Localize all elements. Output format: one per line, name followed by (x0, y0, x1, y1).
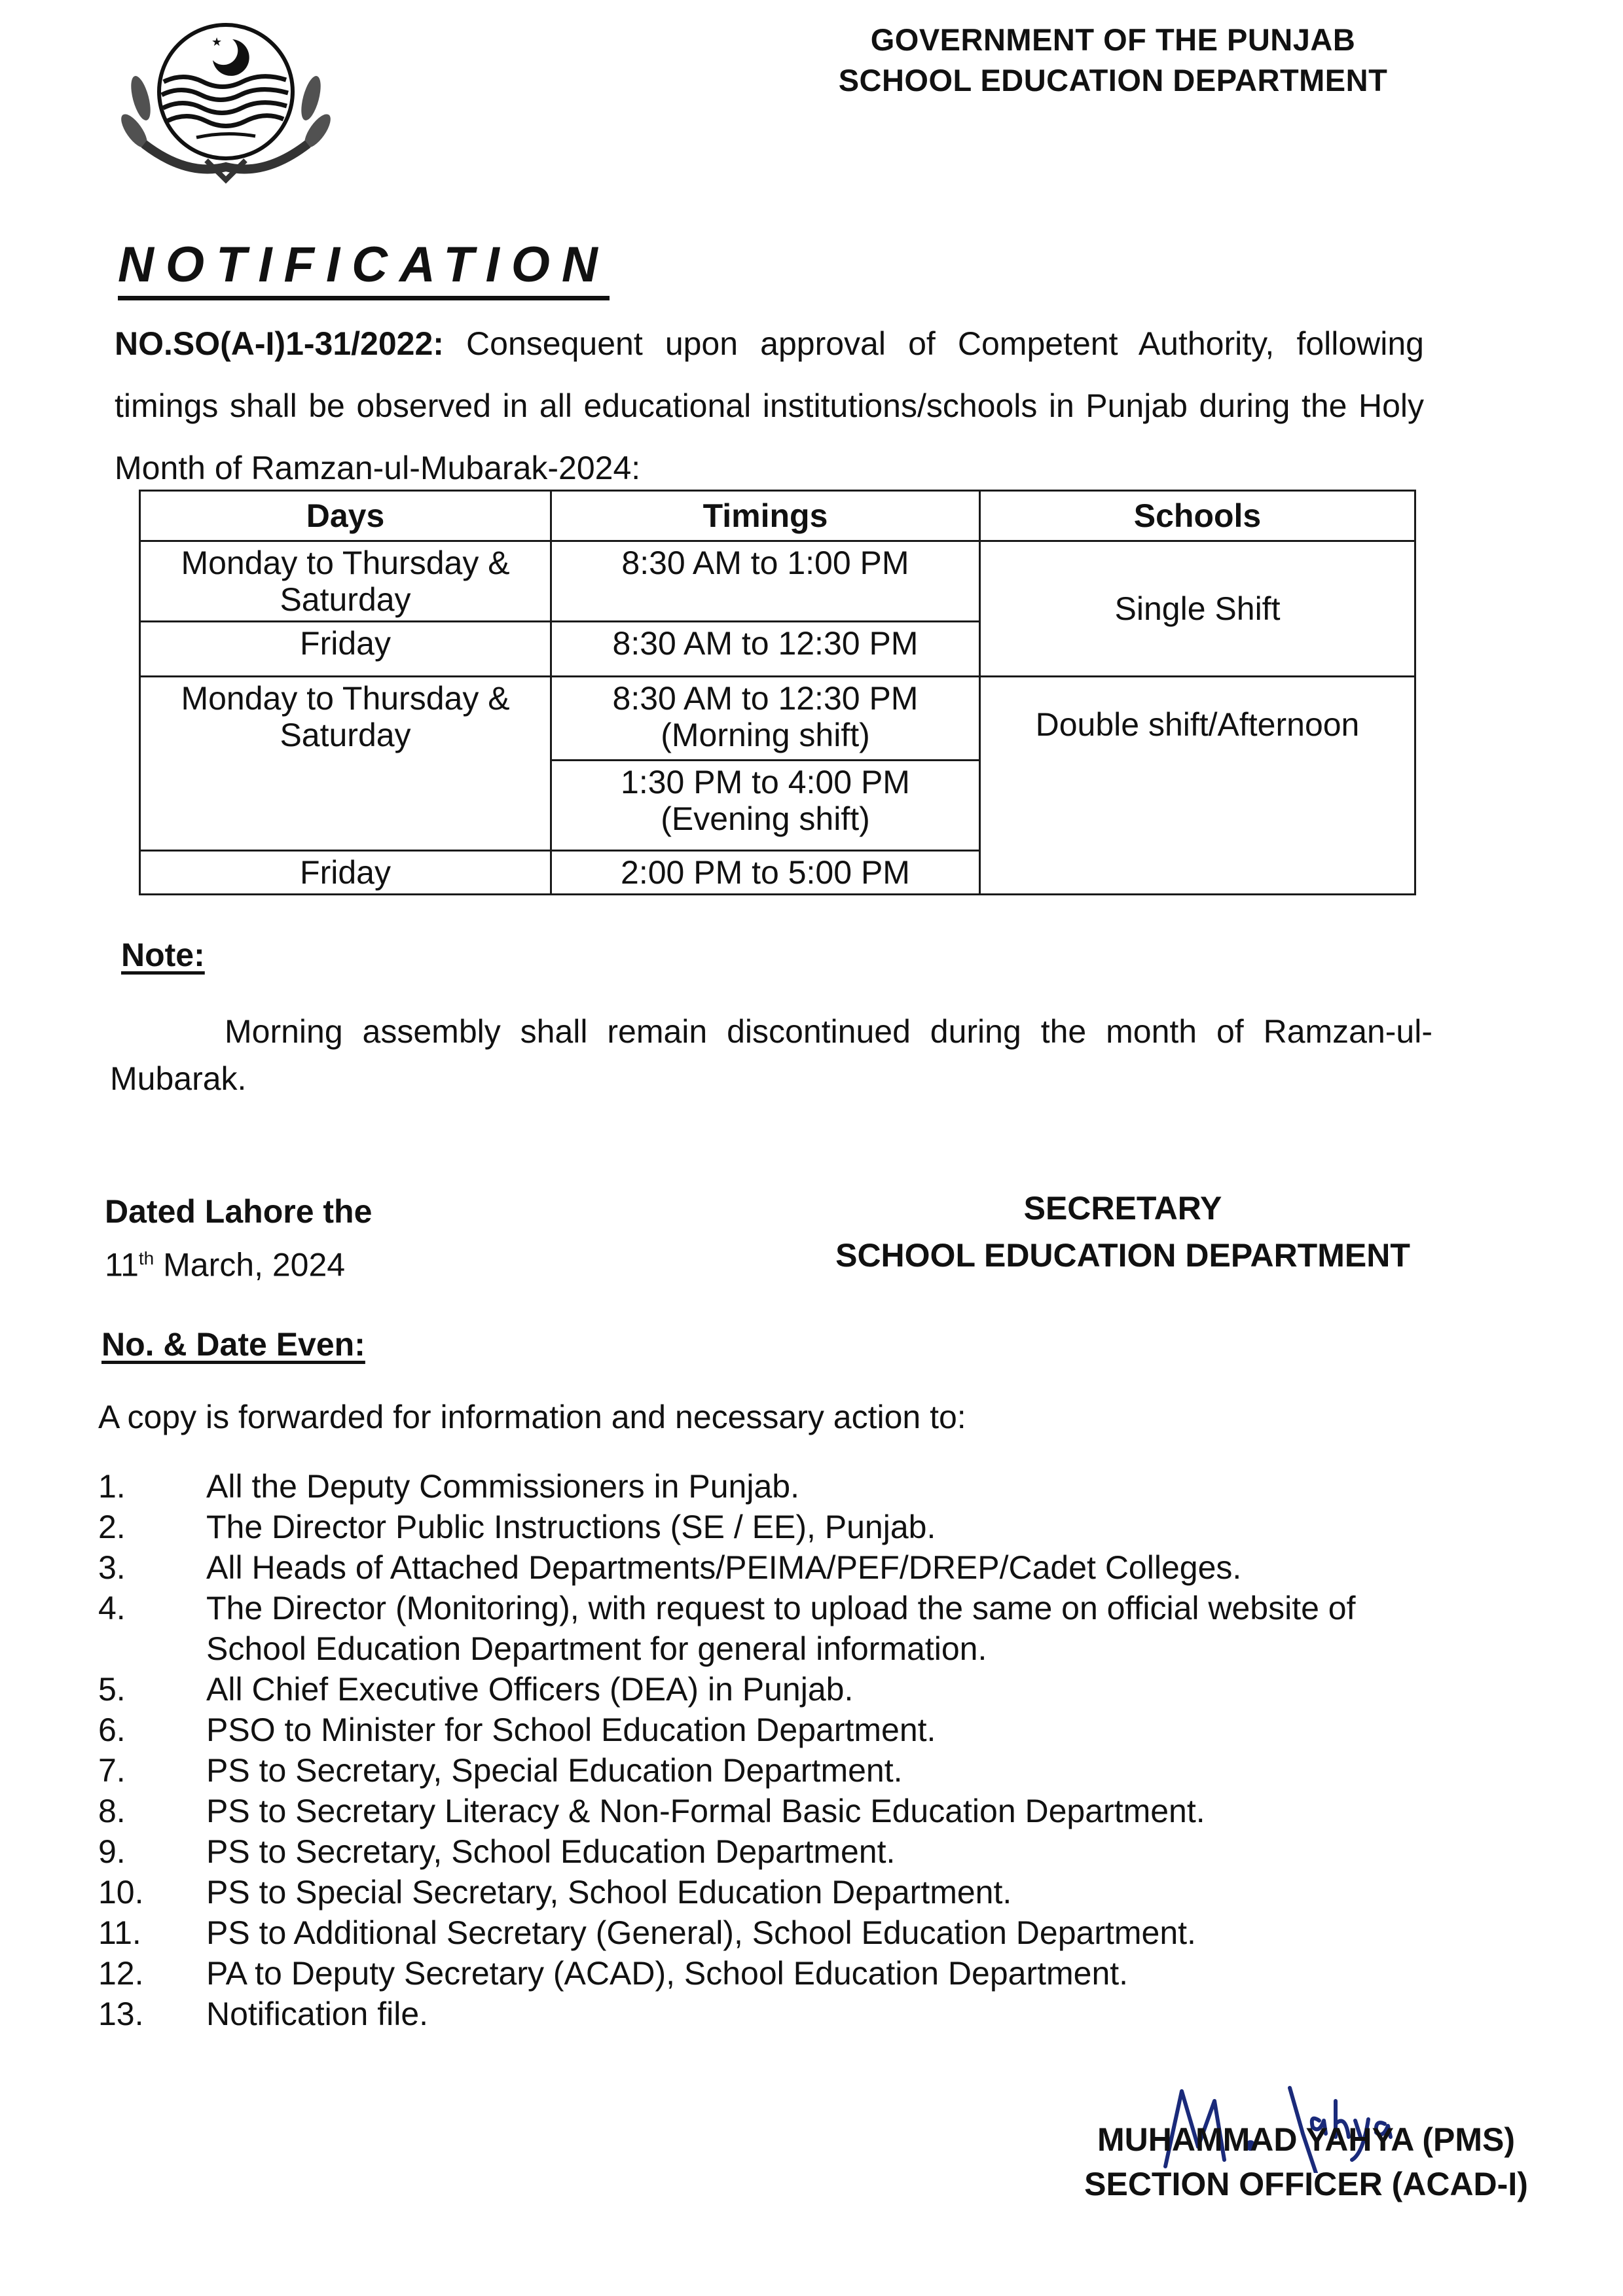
item-text: The Director (Monitoring), with request to upload the same on official website of School Education Department for general information. (206, 1590, 1356, 1667)
timings-cell: 8:30 AM to 12:30 PM (551, 622, 980, 677)
item-number: 7. (98, 1752, 126, 1789)
item-text: All Chief Executive Officers (DEA) in Punjab. (206, 1671, 854, 1708)
letterhead (786, 20, 1440, 101)
header-days: Days (140, 491, 551, 541)
schools-cell (980, 677, 1415, 895)
signatory-block (1021, 2117, 1591, 2206)
item-text: Notification file. (206, 1996, 429, 2032)
government-name: GOVERNMENT OF THE PUNJAB (870, 22, 1356, 57)
item-text: PS to Secretary Literacy & Non-Formal Basic Education Department. (206, 1793, 1205, 1829)
item-number: 13. (98, 1996, 144, 2032)
header-schools: Schools (980, 491, 1415, 541)
list-item (98, 1791, 1440, 1831)
signatory-designation: SECTION OFFICER (ACAD-I) (1084, 2166, 1528, 2202)
list-item (98, 1547, 1440, 1588)
item-text: All Heads of Attached Departments/PEIMA/PEF/DREP/Cadet Colleges. (206, 1549, 1242, 1586)
timings-cell (551, 761, 980, 851)
timings-cell: 2:00 PM to 5:00 PM (551, 851, 980, 895)
item-number: 11. (98, 1914, 141, 1951)
date-value (105, 1235, 372, 1289)
item-number: 6. (98, 1712, 126, 1748)
forward-text: A copy is forwarded for information and necessary action to: (98, 1399, 966, 1435)
item-text: PA to Deputy Secretary (ACAD), School Education Department. (206, 1955, 1129, 1992)
list-item (98, 1466, 1440, 1507)
punjab-emblem-icon (115, 20, 337, 190)
item-number: 4. (98, 1590, 126, 1626)
date-day: 11 (105, 1246, 139, 1283)
svg-text:★: ★ (211, 35, 223, 49)
double-shift-label: Double shift/Afternoon (1035, 706, 1360, 743)
list-item (98, 1588, 1440, 1669)
timings-cell (551, 677, 980, 761)
table-row (140, 541, 1415, 622)
days-cell: Friday (140, 622, 551, 677)
timings-table (139, 490, 1416, 895)
dated-label: Dated Lahore the (105, 1193, 373, 1230)
table-row (140, 677, 1415, 761)
item-number: 9. (98, 1833, 126, 1870)
distribution-list (98, 1466, 1440, 2034)
timings-cell: 8:30 AM to 1:00 PM (551, 541, 980, 622)
list-item (98, 1994, 1440, 2034)
item-text: All the Deputy Commissioners in Punjab. (206, 1468, 799, 1505)
item-text: PS to Secretary, Special Education Department. (206, 1752, 903, 1789)
notification-intro (115, 313, 1424, 499)
morning-timing: 8:30 AM to 12:30 PM (612, 680, 919, 717)
date-rest: March, 2024 (154, 1246, 346, 1283)
header-timings: Timings (551, 491, 980, 541)
table-header-row (140, 491, 1415, 541)
morning-label: (Morning shift) (661, 717, 870, 753)
signatory-name: MUHAMMAD YAHYA (PMS) (1097, 2121, 1515, 2158)
item-text: PS to Secretary, School Education Department. (206, 1833, 896, 1870)
item-number: 12. (98, 1955, 144, 1992)
schools-cell: Single Shift (980, 541, 1415, 677)
list-item (98, 1710, 1440, 1750)
item-text: PS to Special Secretary, School Education Department. (206, 1874, 1012, 1910)
list-item (98, 1912, 1440, 1953)
days-cell: Monday to Thursday & Saturday (140, 541, 551, 622)
item-number: 2. (98, 1509, 126, 1545)
notification-title: NOTIFICATION (118, 236, 610, 300)
list-item (98, 1831, 1440, 1872)
list-item (98, 1953, 1440, 1994)
item-number: 1. (98, 1468, 126, 1505)
item-number: 10. (98, 1874, 144, 1910)
item-text: The Director Public Instructions (SE / EE), Punjab. (206, 1509, 936, 1545)
secretary-block (812, 1185, 1434, 1279)
list-item (98, 1669, 1440, 1710)
no-date-even-label: No. & Date Even: (101, 1326, 365, 1363)
list-item (98, 1507, 1440, 1547)
item-text: PSO to Minister for School Education Department. (206, 1712, 936, 1748)
dated-block (105, 1188, 372, 1289)
evening-timing: 1:30 PM to 4:00 PM (621, 764, 910, 800)
note-label: Note: (121, 937, 205, 973)
intro-text: Consequent upon approval of Competent Authority, following timings shall be observed in all educational institutions/schools in Punjab during the Holy Month of Ramzan-ul-Mubarak-2024: (115, 325, 1424, 486)
list-item (98, 1872, 1440, 1912)
item-number: 3. (98, 1549, 126, 1586)
item-number: 8. (98, 1793, 126, 1829)
department-name: SCHOOL EDUCATION DEPARTMENT (838, 63, 1388, 98)
reference-number: NO.SO(A-I)1-31/2022: (115, 325, 444, 362)
list-item (98, 1750, 1440, 1791)
note-text: Morning assembly shall remain discontinued during the month of Ramzan-ul-Mubarak. (110, 1013, 1432, 1097)
days-cell: Monday to Thursday & Saturday (140, 677, 551, 851)
date-suffix: th (138, 1248, 155, 1268)
item-text: PS to Additional Secretary (General), School Education Department. (206, 1914, 1196, 1951)
days-cell: Friday (140, 851, 551, 895)
secretary-department: SCHOOL EDUCATION DEPARTMENT (835, 1237, 1410, 1274)
evening-label: (Evening shift) (661, 800, 870, 837)
secretary-title: SECRETARY (1023, 1190, 1222, 1227)
item-number: 5. (98, 1671, 126, 1708)
